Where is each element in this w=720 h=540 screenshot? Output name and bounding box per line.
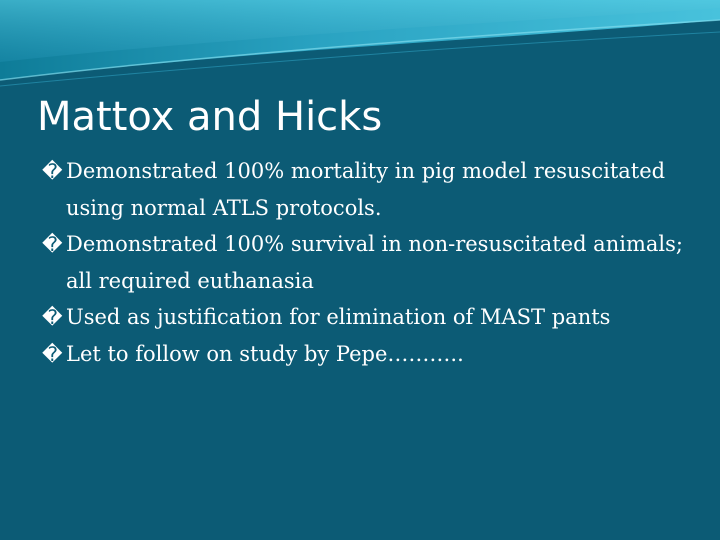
- bullet-marker-icon: �: [42, 305, 63, 329]
- bullet-item: [42, 226, 692, 299]
- bullet-item: [42, 299, 692, 336]
- bullet-marker-icon: �: [42, 232, 63, 256]
- slide-title: Mattox and Hicks: [37, 94, 383, 140]
- bullet-item: [42, 153, 692, 226]
- header-wave-decoration: [0, 0, 720, 90]
- bullet-marker-icon: �: [42, 159, 63, 183]
- bullet-text: Demonstrated 100% mortality in pig model resuscitated using normal ATLS protocols.: [66, 159, 666, 220]
- bullet-text: Let to follow on study by Pepe………..: [66, 341, 464, 366]
- bullet-marker-icon: �: [42, 341, 63, 366]
- bullet-item: [42, 336, 692, 373]
- bullet-list: [42, 153, 692, 372]
- bullet-text: Demonstrated 100% survival in non-resuscitated animals; all required euthanasia: [66, 232, 683, 293]
- bullet-text: Used as justification for elimination of MAST pants: [66, 305, 611, 329]
